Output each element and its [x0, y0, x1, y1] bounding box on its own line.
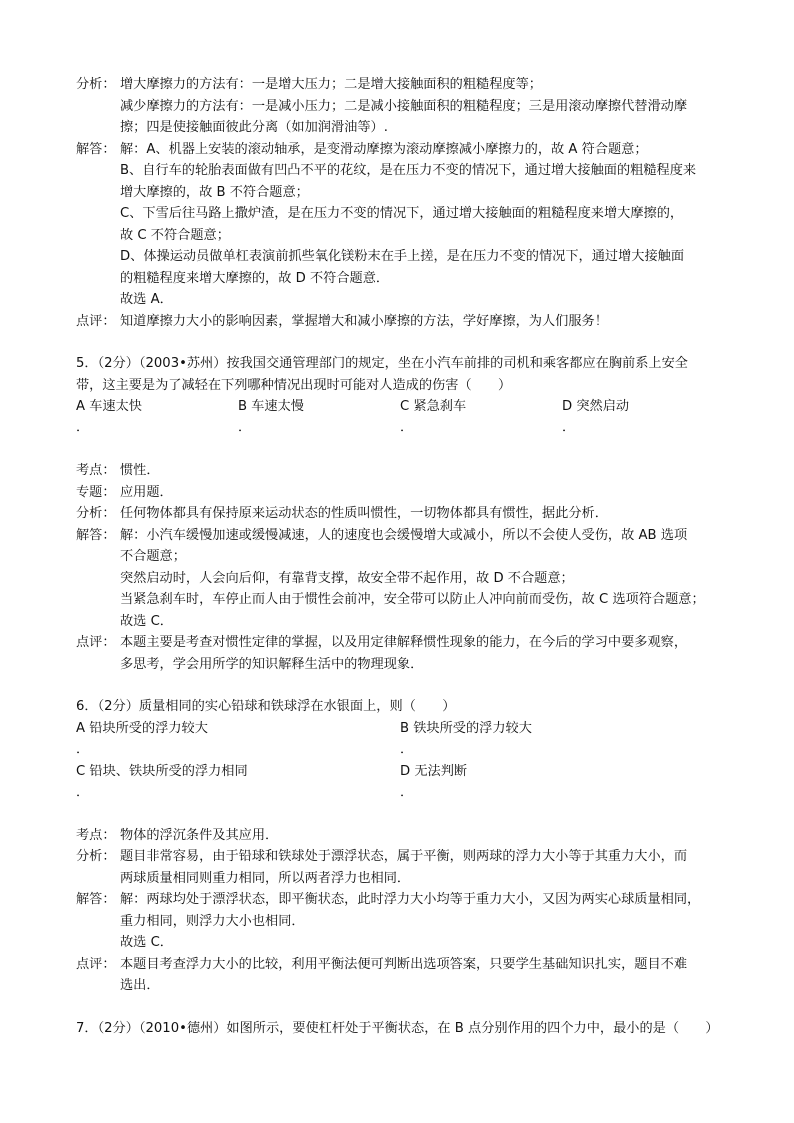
- q6-analysis: [76, 846, 736, 889]
- knowledge-text: 物体的浮沉条件及其应用．: [120, 827, 279, 843]
- analysis-label: 分析：: [76, 849, 116, 864]
- solution-line: 增大摩擦的，故 B 不符合题意；: [120, 184, 309, 200]
- option-text: B 铁块所受的浮力较大: [400, 720, 532, 736]
- solution-line: C、下雪后往马路上撒炉渣，是在压力不变的情况下，通过增大接触面的粗糙程度来增大摩擦的，: [120, 206, 684, 221]
- solution-line: 故选 C．: [120, 935, 173, 950]
- option-dot: ．: [400, 784, 414, 800]
- option-d[interactable]: [562, 396, 724, 439]
- solution-label: 解答：: [76, 141, 116, 157]
- option-dot: ．: [400, 420, 414, 435]
- topic-text: 应用题．: [120, 484, 173, 500]
- solution-label: 解答：: [76, 892, 116, 907]
- question-6-options-row-2: [76, 761, 736, 804]
- solution-line: 不合题意；: [120, 549, 186, 564]
- option-c[interactable]: [400, 396, 562, 439]
- question-5-options: [76, 396, 736, 439]
- option-dot: ．: [76, 784, 90, 800]
- comment-line: 选出．: [120, 978, 160, 993]
- comment-label: 点评：: [76, 956, 116, 972]
- option-d[interactable]: [400, 761, 724, 804]
- solution-line: 当紧急刹车时，车停止而人由于惯性会前冲，安全带可以防止人冲向前而受伤，故 C 选项符合题意；: [120, 592, 705, 607]
- q6-knowledge-point: [76, 825, 736, 847]
- comment-line: 多思考，学会用所学的知识解释生活中的物理现象．: [120, 656, 424, 672]
- option-b[interactable]: [400, 718, 724, 761]
- knowledge-label: 考点：: [76, 827, 116, 843]
- stem-line: 5．（2分）（2003•苏州）按我国交通管理部门的规定，坐在小汽车前排的司机和乘客都应在胸前系上安全: [76, 356, 688, 371]
- option-text: C 紧急刹车: [400, 399, 467, 414]
- stem-line: 带，这主要是为了减轻在下列哪种情况出现时可能对人造成的伤害（ ）: [76, 377, 512, 393]
- solution-line: 解：小汽车缓慢加速或缓慢减速，人的速度也会缓慢增大或减小，所以不会使人受伤，故 AB 选项: [120, 527, 688, 543]
- q6-solution: [76, 889, 736, 954]
- q6-comment: [76, 954, 736, 997]
- analysis-line: 任何物体都具有保持原来运动状态的性质叫惯性，一切物体都具有惯性，据此分析．: [120, 506, 608, 521]
- option-dot: ．: [76, 420, 90, 435]
- option-dot: ．: [400, 741, 414, 757]
- option-text: A 铅块所受的浮力较大: [76, 720, 208, 736]
- option-text: D 突然启动: [562, 399, 630, 414]
- solution-line: 故选 C．: [120, 613, 173, 629]
- analysis-line: 减少摩擦力的方法有：一是减小压力；二是减小接触面积的粗糙程度；三是用滚动摩擦代替滑动摩: [120, 98, 688, 114]
- option-a[interactable]: [76, 718, 400, 761]
- option-text: D 无法判断: [400, 763, 468, 779]
- comment-line: 本题主要是考查对惯性定律的掌握，以及用定律解释惯性现象的能力，在今后的学习中要多观察，: [120, 635, 688, 650]
- option-text: C 铅块、铁块所受的浮力相同: [76, 763, 248, 779]
- option-text: A 车速太快: [76, 399, 142, 414]
- analysis-label: 分析：: [76, 506, 116, 521]
- solution-line: 故选 A．: [120, 292, 173, 307]
- solution-label: 解答：: [76, 527, 116, 543]
- question-6-stem: [76, 696, 736, 718]
- analysis-line: 题目非常容易，由于铅球和铁球处于漂浮状态，属于平衡，则两球的浮力大小等于其重力大小，而: [120, 849, 688, 864]
- option-dot: ．: [238, 420, 252, 435]
- analysis-label: 分析：: [76, 77, 116, 92]
- solution-line: 重力相同，则浮力大小也相同．: [120, 913, 305, 929]
- solution-line: 突然启动时，人会向后仰，有靠背支撑，故安全带不起作用，故 D 不合题意；: [120, 570, 574, 586]
- q5-solution: [76, 525, 736, 633]
- question-6-options-row-1: [76, 718, 736, 761]
- option-a[interactable]: [76, 396, 238, 439]
- question-5-stem: [76, 353, 736, 396]
- knowledge-text: 惯性．: [120, 463, 160, 478]
- comment-line: 知道摩擦力大小的影响因素，掌握增大和减小摩擦的方法，学好摩擦，为人们服务！: [120, 313, 608, 329]
- analysis-line: 擦；四是使接触面彼此分离（如加润滑油等）.: [120, 120, 388, 135]
- stem-line: 7．（2分）（2010•德州）如图所示，要使杠杆处于平衡状态，在 B 点分别作用的四个力中，最小的是（ ）: [76, 1020, 719, 1036]
- document-page: [76, 74, 736, 1039]
- stem-line: 6．（2分）质量相同的实心铅球和铁球浮在水银面上，则（ ）: [76, 699, 456, 714]
- solution-line: 故 C 不符合题意；: [120, 227, 230, 243]
- q5-topic: [76, 482, 736, 504]
- q5-comment: [76, 632, 736, 675]
- solution-line: D、体操运动员做单杠表演前抓些氧化镁粉末在手上搓，是在压力不变的情况下，通过增大接触面: [120, 249, 685, 264]
- option-text: B 车速太慢: [238, 399, 304, 414]
- solution-line: B、自行车的轮胎表面做有凹凸不平的花纹，是在压力不变的情况下，通过增大接触面的粗糙程度来: [120, 163, 697, 178]
- comment-label: 点评：: [76, 635, 116, 650]
- analysis-line: 增大摩擦力的方法有：一是增大压力；二是增大接触面积的粗糙程度等；: [120, 77, 542, 92]
- option-dot: ．: [562, 420, 576, 435]
- solution-line: 的粗糙程度来增大摩擦的，故 D 不符合题意．: [120, 270, 390, 286]
- comment-label: 点评：: [76, 313, 116, 329]
- topic-label: 专题：: [76, 484, 116, 500]
- option-b[interactable]: [238, 396, 400, 439]
- q4-comment: [76, 311, 736, 333]
- q4-solution: [76, 139, 736, 311]
- q5-analysis: [76, 503, 736, 525]
- knowledge-label: 考点：: [76, 463, 116, 478]
- comment-line: 本题目考查浮力大小的比较，利用平衡法便可判断出选项答案，只要学生基础知识扎实，题目不难: [120, 956, 688, 972]
- solution-line: 解：A、机器上安装的滚动轴承，是变滑动摩擦为滚动摩擦减小摩擦力的，故 A 符合题意；: [120, 141, 648, 157]
- analysis-line: 两球质量相同则重力相同，所以两者浮力也相同．: [120, 870, 411, 886]
- option-c[interactable]: [76, 761, 400, 804]
- option-dot: ．: [76, 741, 90, 757]
- solution-line: 解：两球均处于漂浮状态，即平衡状态，此时浮力大小均等于重力大小，又因为两实心球质量相同，: [120, 892, 701, 907]
- question-7-stem: [76, 1018, 736, 1040]
- q5-knowledge-point: [76, 460, 736, 482]
- q4-analysis: [76, 74, 736, 139]
